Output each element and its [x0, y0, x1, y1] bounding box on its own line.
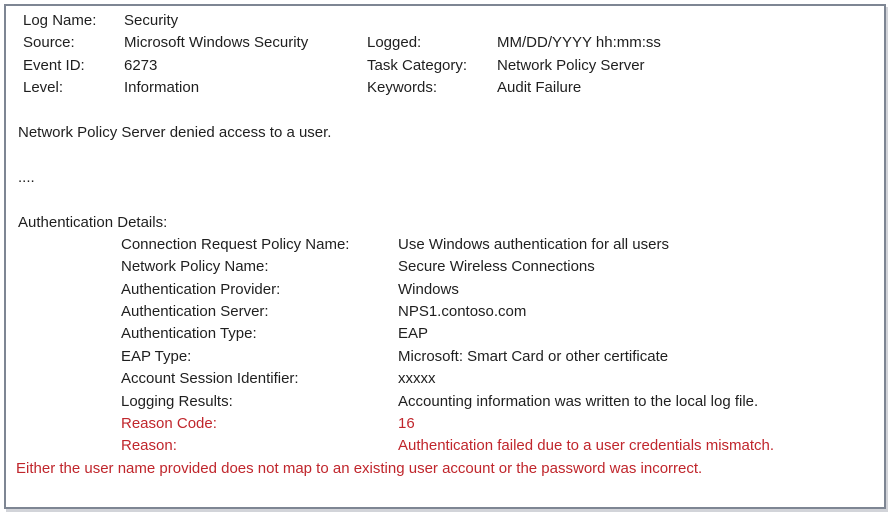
auth-row-auth-server — [6, 301, 884, 323]
field-label: EAP Type: — [121, 347, 192, 365]
field-value: Use Windows authentication for all users — [398, 235, 669, 253]
field-value: 16 — [398, 415, 415, 433]
field-label: Connection Request Policy Name: — [121, 235, 350, 253]
field-value: Security — [124, 12, 179, 29]
field-value: Information — [124, 79, 200, 97]
auth-row-auth-type — [6, 323, 884, 345]
auth-row-auth-provider — [6, 279, 884, 301]
spacer — [6, 100, 884, 122]
section-title-text: Authentication Details: — [18, 213, 168, 231]
field-label: Logging Results: — [121, 392, 233, 410]
field-label: Authentication Provider: — [121, 280, 281, 298]
auth-row-account-session-id — [6, 368, 884, 390]
field-label: Reason: — [121, 437, 177, 455]
auth-details-title — [6, 212, 884, 234]
ellipsis-line — [6, 167, 884, 189]
spacer — [6, 144, 884, 166]
field-value: Authentication failed due to a user credentials mismatch. — [398, 437, 775, 455]
field-label: Account Session Identifier: — [121, 370, 299, 388]
header-row-log-name — [6, 10, 884, 32]
field-label: Logged: — [367, 34, 422, 52]
footer-note-text: Either the user name provided does not map to an existing user account or the password was incorrect. — [16, 459, 703, 477]
auth-row-logging-results — [6, 391, 884, 413]
field-value: Secure Wireless Connections — [398, 258, 595, 276]
event-log-content — [6, 10, 884, 480]
field-label: Authentication Type: — [121, 325, 257, 343]
field-value: xxxxx — [398, 370, 436, 388]
event-log-box — [4, 4, 886, 509]
spacer — [6, 189, 884, 211]
field-value: Microsoft: Smart Card or other certificate — [398, 347, 669, 365]
auth-row-network-policy — [6, 256, 884, 278]
header-row-level — [6, 77, 884, 99]
auth-row-connection-request-policy — [6, 234, 884, 256]
field-value: Microsoft Windows Security — [124, 34, 309, 52]
field-label: Network Policy Name: — [121, 258, 269, 276]
field-label: Authentication Server: — [121, 303, 269, 321]
field-label: Level: — [23, 79, 64, 97]
field-value: Accounting information was written to the local log file. — [398, 392, 759, 410]
field-value: MM/DD/YYYY hh:mm:ss — [497, 34, 661, 52]
field-value: 6273 — [124, 56, 158, 74]
field-label: Keywords: — [367, 79, 438, 97]
header-row-event-id — [6, 55, 884, 77]
field-label: Task Category: — [367, 56, 468, 74]
auth-row-eap-type — [6, 346, 884, 368]
description-text: Network Policy Server denied access to a user. — [18, 123, 332, 141]
field-value: EAP — [398, 325, 429, 343]
field-label: Event ID: — [23, 56, 85, 74]
footer-note — [6, 458, 884, 480]
ellipsis-text: .... — [18, 168, 35, 186]
field-value: Network Policy Server — [497, 56, 645, 74]
header-row-source — [6, 32, 884, 54]
field-value: NPS1.contoso.com — [398, 303, 527, 321]
field-value: Audit Failure — [497, 79, 582, 97]
field-label: Reason Code: — [121, 415, 217, 433]
auth-row-reason — [6, 435, 884, 457]
auth-row-reason-code — [6, 413, 884, 435]
field-value: Windows — [398, 280, 459, 298]
field-label: Log Name: — [23, 12, 97, 29]
event-description — [6, 122, 884, 144]
field-label: Source: — [23, 34, 75, 52]
